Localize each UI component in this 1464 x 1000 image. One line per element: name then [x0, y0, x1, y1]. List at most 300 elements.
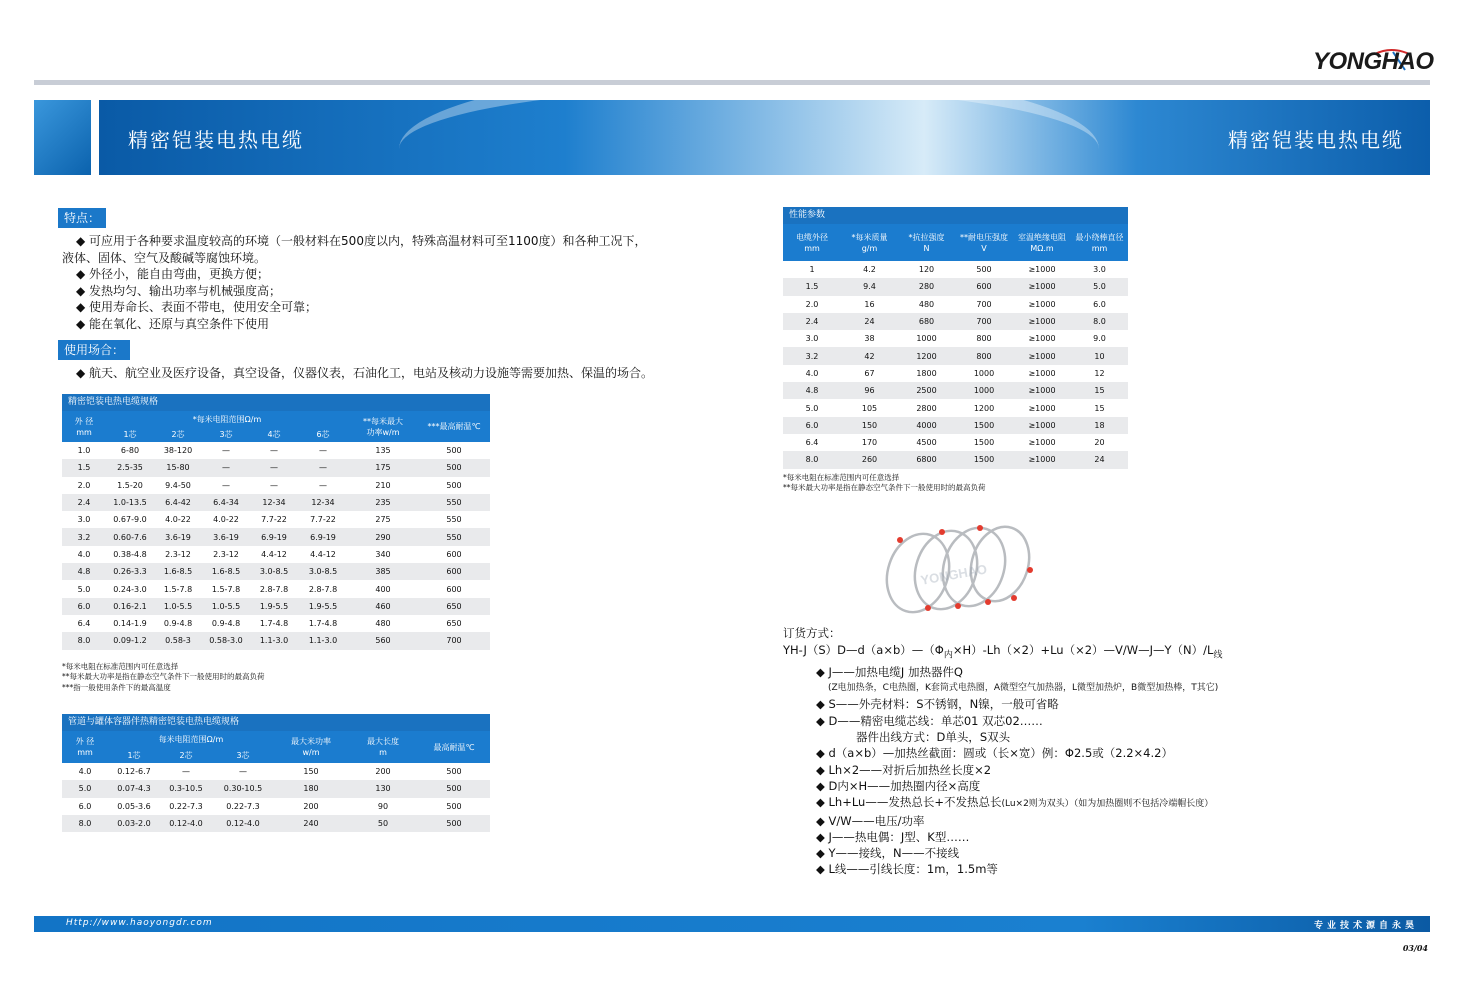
- table-cell: —: [202, 442, 250, 459]
- table-cell: 5.0: [1071, 278, 1128, 295]
- table-cell: ≥1000: [1013, 382, 1071, 399]
- table-cell: 6.4: [783, 434, 841, 451]
- table-cell: 9.4-50: [154, 477, 202, 494]
- table-cell: 8.0: [783, 451, 841, 468]
- table-cell: 8.0: [62, 632, 106, 649]
- table-cell: 7.7-22: [250, 511, 298, 528]
- table-row: [783, 296, 1128, 313]
- table-cell: 2.8-7.8: [298, 580, 348, 597]
- table-cell: 1000: [955, 365, 1013, 382]
- col-header-resistance: 每米电阻范围Ω/m: [108, 731, 274, 747]
- table-cell: 0.12-4.0: [212, 815, 274, 832]
- table-row: [783, 365, 1128, 382]
- table-cell: 0.03-2.0: [108, 815, 160, 832]
- table-cell: 385: [348, 563, 418, 580]
- banner-left-block: [34, 100, 91, 175]
- order-section: [783, 625, 1222, 878]
- table-cell: 3.0-8.5: [250, 563, 298, 580]
- col-header-od: 外 径 mm: [62, 731, 108, 763]
- table-row: [783, 382, 1128, 399]
- col-header-length: 最大长度 m: [348, 731, 418, 763]
- table-cell: 150: [274, 763, 348, 780]
- col-header-temp: 最高耐温℃: [418, 731, 490, 763]
- table-row: [783, 451, 1128, 468]
- footer-bar: [34, 916, 1430, 932]
- table-cell: 3.0: [783, 330, 841, 347]
- table-cell: 0.09-1.2: [106, 632, 154, 649]
- table-row: [62, 815, 490, 832]
- table-cell: 1: [783, 261, 841, 278]
- table-cell: 0.22-7.3: [212, 798, 274, 815]
- note: ***指一般使用条件下的最高温度: [62, 682, 171, 692]
- table-cell: 3.0: [62, 511, 106, 528]
- table-cell: 180: [274, 780, 348, 797]
- table-row: [62, 563, 490, 580]
- table-cell: ≥1000: [1013, 434, 1071, 451]
- table-cell: 460: [348, 598, 418, 615]
- table-cell: 500: [418, 763, 490, 780]
- table-cell: 5.0: [62, 580, 106, 597]
- usage-tag: 使用场合：: [58, 340, 130, 360]
- table-cell: 1.5: [62, 459, 106, 476]
- table-cell: 4.0-22: [154, 511, 202, 528]
- table-cell: 500: [418, 815, 490, 832]
- table-cell: —: [160, 763, 212, 780]
- table-cell: 550: [418, 511, 490, 528]
- table-cell: 10: [1071, 347, 1128, 364]
- table-cell: 2.0: [783, 296, 841, 313]
- table-cell: 90: [348, 798, 418, 815]
- table-caption: 管道与罐体容器伴热精密铠装电热电缆规格: [62, 714, 490, 731]
- table-cell: 4.4-12: [250, 546, 298, 563]
- table-cell: 600: [418, 563, 490, 580]
- table-row: [783, 347, 1128, 364]
- order-item: ◆ d（a×b）—加热丝截面：圆或（长×宽）例：Φ2.5或（2.2×4.2）: [816, 746, 1173, 761]
- table-cell: 1500: [955, 417, 1013, 434]
- table-cell: 0.38-4.8: [106, 546, 154, 563]
- table-cell: —: [250, 459, 298, 476]
- table-row: [62, 598, 490, 615]
- table-cell: 1000: [898, 330, 955, 347]
- table-cell: 400: [348, 580, 418, 597]
- col-header-core: 1芯: [108, 747, 160, 763]
- table-cell: 15-80: [154, 459, 202, 476]
- col-header-core: 3芯: [202, 426, 250, 442]
- table-cell: 16: [841, 296, 898, 313]
- table-cell: ≥1000: [1013, 296, 1071, 313]
- table-cell: 5.0: [62, 780, 108, 797]
- table-row: [783, 330, 1128, 347]
- table-cell: 700: [955, 296, 1013, 313]
- table-cell: 170: [841, 434, 898, 451]
- table-cell: 0.12-6.7: [108, 763, 160, 780]
- table-cell: 500: [418, 477, 490, 494]
- table-cell: 0.58-3.0: [202, 632, 250, 649]
- table-row: [62, 580, 490, 597]
- feature-item: ◆ 可应用于各种要求温度较高的环境（一般材料在500度以内，特殊高温材料可至1100度）和各种工况下，: [76, 234, 647, 248]
- table-cell: 275: [348, 511, 418, 528]
- table-row: [62, 494, 490, 511]
- feature-item: ◆ 外径小，能自由弯曲，更换方便；: [76, 267, 270, 281]
- table-cell: ≥1000: [1013, 417, 1071, 434]
- page-number: 03/04: [1402, 943, 1428, 953]
- table-cell: 600: [418, 580, 490, 597]
- table-cell: 1800: [898, 365, 955, 382]
- table-cell: —: [298, 442, 348, 459]
- features-list: [62, 233, 647, 332]
- table-cell: 4.0: [62, 546, 106, 563]
- order-item: ◆ J——加热电缆J 加热器件Q: [816, 664, 963, 679]
- table-cell: 1.7-4.8: [250, 615, 298, 632]
- features-tag: 特点：: [58, 208, 106, 228]
- table-cell: 550: [418, 528, 490, 545]
- table-cell: 6.0: [783, 417, 841, 434]
- photo-watermark: YONGHAO: [919, 561, 989, 588]
- table-cell: 1000: [955, 382, 1013, 399]
- table-row: [783, 417, 1128, 434]
- table-cell: —: [212, 763, 274, 780]
- col-header-core: 6芯: [298, 426, 348, 442]
- table-caption: 性能参数: [783, 207, 1128, 224]
- table-cell: 18: [1071, 417, 1128, 434]
- table-cell: 8.0: [62, 815, 108, 832]
- cable-coils-photo: [880, 518, 1040, 618]
- formula-sub: 线: [1213, 650, 1223, 661]
- table-cell: 235: [348, 494, 418, 511]
- table-cell: 560: [348, 632, 418, 649]
- table-cell: 6.9-19: [250, 528, 298, 545]
- table-cell: 6.0: [62, 798, 108, 815]
- table-cell: 20: [1071, 434, 1128, 451]
- table-cell: 1.0-5.5: [154, 598, 202, 615]
- table-cell: 2.3-12: [154, 546, 202, 563]
- table-cell: 680: [898, 313, 955, 330]
- table-cell: 1.5-20: [106, 477, 154, 494]
- table-cell: 6800: [898, 451, 955, 468]
- table-cell: 500: [418, 780, 490, 797]
- table-cell: 12: [1071, 365, 1128, 382]
- col-header-power: **每米最大 功率w/m: [348, 411, 418, 442]
- table-cell: 1.0-13.5: [106, 494, 154, 511]
- formula-sub: 内: [943, 650, 953, 661]
- col-header-core: 2芯: [154, 426, 202, 442]
- table-cell: 0.60-7.6: [106, 528, 154, 545]
- table-cell: 340: [348, 546, 418, 563]
- table-cell: 0.07-4.3: [108, 780, 160, 797]
- spec-table-1: [62, 394, 490, 693]
- col-header-resistance: *每米电阻范围Ω/m: [106, 411, 348, 426]
- col-header-od: 外 径 mm: [62, 411, 106, 442]
- order-item: ◆ S——外壳材料：S不锈钢，N镍，一般可省略: [816, 697, 1059, 712]
- table-cell: ≥1000: [1013, 451, 1071, 468]
- table-row: [62, 511, 490, 528]
- table-row: [783, 399, 1128, 416]
- feature-item: 液体、固体、空气及酸碱等腐蚀环境。: [62, 250, 267, 265]
- table-cell: —: [202, 477, 250, 494]
- col-header-core: 1芯: [106, 426, 154, 442]
- table-cell: 500: [418, 459, 490, 476]
- footer-url[interactable]: Http://www.haoyongdr.com: [66, 918, 213, 928]
- table-cell: 12-34: [250, 494, 298, 511]
- table-cell: —: [250, 477, 298, 494]
- formula-text: YH-J（S）D—d（a×b）—（Φ: [783, 643, 944, 658]
- table-cell: 600: [418, 546, 490, 563]
- table-cell: ≥1000: [1013, 347, 1071, 364]
- table-cell: 9.4: [841, 278, 898, 295]
- table-cell: 4.0-22: [202, 511, 250, 528]
- order-title: 订货方式：: [783, 626, 841, 640]
- table-cell: 6.0: [62, 598, 106, 615]
- table-cell: 500: [418, 798, 490, 815]
- table-cell: 600: [955, 278, 1013, 295]
- table-cell: 4.0: [783, 365, 841, 382]
- table-cell: 0.14-1.9: [106, 615, 154, 632]
- col-header: *每米质量 g/m: [841, 224, 898, 261]
- performance-table: [783, 207, 1128, 494]
- table-cell: ≥1000: [1013, 365, 1071, 382]
- table-cell: 0.9-4.8: [154, 615, 202, 632]
- feature-item: ◆ 能在氧化、还原与真空条件下使用: [76, 316, 270, 331]
- table-notes: [62, 662, 490, 694]
- table-row: [783, 261, 1128, 278]
- table-row: [62, 763, 490, 780]
- table-cell: 38: [841, 330, 898, 347]
- spec-table-2: [62, 714, 490, 832]
- table-cell: —: [298, 477, 348, 494]
- table-cell: 6.4-34: [202, 494, 250, 511]
- header-divider: [34, 80, 1430, 85]
- table-row: [783, 434, 1128, 451]
- table-cell: 96: [841, 382, 898, 399]
- table-cell: 500: [955, 261, 1013, 278]
- table-cell: 150: [841, 417, 898, 434]
- table-cell: ≥1000: [1013, 313, 1071, 330]
- table-cell: 2.5-35: [106, 459, 154, 476]
- order-item-note: (Z电加热条，C电热圈，K套筒式电热圈，A微型空气加热器，L微型加热炉，B微型加热棒，T其它): [828, 683, 1219, 694]
- table-cell: 1.0: [62, 442, 106, 459]
- table-cell: 1200: [955, 399, 1013, 416]
- table-cell: 1.9-5.5: [250, 598, 298, 615]
- table-cell: 0.26-3.3: [106, 563, 154, 580]
- table-cell: 2500: [898, 382, 955, 399]
- table-cell: 0.12-4.0: [160, 815, 212, 832]
- table-cell: 6.9-19: [298, 528, 348, 545]
- note: *每米电阻在标准范围内可任意选择: [62, 661, 179, 671]
- table-cell: 800: [955, 347, 1013, 364]
- table-cell: 700: [418, 632, 490, 649]
- order-item: ◆ V/W——电压/功率: [816, 813, 925, 828]
- table-cell: 5.0: [783, 399, 841, 416]
- table-cell: 4.0: [62, 763, 108, 780]
- table-row: [62, 798, 490, 815]
- order-item: ◆ D——精密电缆芯线：单芯01 双芯02……: [816, 713, 1043, 728]
- table-cell: 480: [348, 615, 418, 632]
- table-cell: 0.24-3.0: [106, 580, 154, 597]
- table-cell: 260: [841, 451, 898, 468]
- page-title-right: 精密铠装电热电缆: [1228, 128, 1404, 152]
- table-row: [62, 615, 490, 632]
- table-cell: 15: [1071, 399, 1128, 416]
- table-cell: 0.30-10.5: [212, 780, 274, 797]
- col-header: 室温绝缘电阻 MΩ.m: [1013, 224, 1071, 261]
- table-cell: 650: [418, 615, 490, 632]
- table-cell: 200: [274, 798, 348, 815]
- table-cell: 4.2: [841, 261, 898, 278]
- table-cell: 15: [1071, 382, 1128, 399]
- order-item: ◆ J——热电偶：J型、K型……: [816, 829, 970, 844]
- table-cell: 0.9-4.8: [202, 615, 250, 632]
- table-cell: 6-80: [106, 442, 154, 459]
- col-header-core: 4芯: [250, 426, 298, 442]
- table-caption: 精密铠装电热电缆规格: [62, 394, 490, 411]
- table-cell: 2.4: [783, 313, 841, 330]
- table-cell: 3.6-19: [154, 528, 202, 545]
- table-cell: 0.16-2.1: [106, 598, 154, 615]
- table-cell: 650: [418, 598, 490, 615]
- table-cell: 24: [841, 313, 898, 330]
- table-cell: 200: [348, 763, 418, 780]
- feature-item: ◆ 发热均匀、输出功率与机械强度高；: [76, 283, 282, 298]
- logo-text: YONGHAO: [1313, 48, 1434, 75]
- col-header: **耐电压强度 V: [955, 224, 1013, 261]
- table-cell: 3.6-19: [202, 528, 250, 545]
- table-cell: 0.3-10.5: [160, 780, 212, 797]
- formula-text: ×H）-Lh（×2）+Lu（×2）—V/W—J—Y（N）/L: [952, 643, 1214, 658]
- order-formula: [783, 642, 1222, 664]
- table-cell: 3.0: [1071, 261, 1128, 278]
- col-header: *抗拉强度 N: [898, 224, 955, 261]
- usage-text: ◆ 航天、航空业及医疗设备，真空设备，仪器仪表，石油化工，电站及核动力设施等需要加热、保温的场合。: [76, 366, 654, 380]
- table-cell: 500: [418, 442, 490, 459]
- footer-slogan: 专业技术源自永昊: [1313, 921, 1418, 931]
- table-cell: 290: [348, 528, 418, 545]
- table-cell: 12-34: [298, 494, 348, 511]
- table-cell: 135: [348, 442, 418, 459]
- order-item: 器件出线方式：D单头，S双头: [856, 730, 1011, 745]
- table-cell: 1.1-3.0: [250, 632, 298, 649]
- note: *每米电阻在标准范围内可任意选择: [783, 472, 900, 482]
- note: **每米最大功率是指在静态空气条件下一般使用时的最高负荷: [62, 672, 265, 682]
- table-cell: 1500: [955, 451, 1013, 468]
- table-cell: ≥1000: [1013, 261, 1071, 278]
- table-cell: 130: [348, 780, 418, 797]
- table-cell: 280: [898, 278, 955, 295]
- table-row: [62, 477, 490, 494]
- table-notes: [783, 473, 1128, 494]
- table-cell: ≥1000: [1013, 330, 1071, 347]
- table-row: [783, 278, 1128, 295]
- page-title-left: 精密铠装电热电缆: [128, 128, 304, 152]
- table-cell: 0.58-3: [154, 632, 202, 649]
- table-cell: —: [202, 459, 250, 476]
- table-cell: 50: [348, 815, 418, 832]
- table-cell: 6.0: [1071, 296, 1128, 313]
- table-cell: 0.67-9.0: [106, 511, 154, 528]
- table-cell: 240: [274, 815, 348, 832]
- table-cell: 1.5: [783, 278, 841, 295]
- order-item-note: (Lu×2则为双头）（如为加热圈则不包括冷端帽长度）: [1001, 799, 1214, 810]
- table-cell: 4.4-12: [298, 546, 348, 563]
- table-cell: 0.05-3.6: [108, 798, 160, 815]
- table-cell: 1500: [955, 434, 1013, 451]
- table-cell: 2.8-7.8: [250, 580, 298, 597]
- table-row: [62, 546, 490, 563]
- table-cell: 8.0: [1071, 313, 1128, 330]
- col-header-core: 3芯: [212, 747, 274, 763]
- table-row: [783, 313, 1128, 330]
- table-cell: ≥1000: [1013, 278, 1071, 295]
- table-cell: 67: [841, 365, 898, 382]
- order-item: ◆ Y——接线，N——不接线: [816, 846, 960, 861]
- table-cell: 1.5-7.8: [154, 580, 202, 597]
- table-cell: 2.3-12: [202, 546, 250, 563]
- col-header: 最小绕棒直径 mm: [1071, 224, 1128, 261]
- table-cell: 3.0-8.5: [298, 563, 348, 580]
- table-row: [62, 459, 490, 476]
- table-cell: —: [250, 442, 298, 459]
- table-cell: 3.2: [783, 347, 841, 364]
- order-item: ◆ D内×H——加热圈内径×高度: [816, 778, 981, 793]
- col-header-temp: ***最高耐温℃: [418, 411, 490, 442]
- table-cell: 210: [348, 477, 418, 494]
- table-row: [62, 442, 490, 459]
- table-cell: 4.8: [62, 563, 106, 580]
- table-cell: 4.8: [783, 382, 841, 399]
- table-cell: 4500: [898, 434, 955, 451]
- table-cell: 2.0: [62, 477, 106, 494]
- cable-coils-icon: [880, 518, 1040, 618]
- table-cell: 1.5-7.8: [202, 580, 250, 597]
- table-cell: 2.4: [62, 494, 106, 511]
- table-cell: 480: [898, 296, 955, 313]
- table-cell: 4000: [898, 417, 955, 434]
- table-row: [62, 780, 490, 797]
- order-item: ◆ Lh+Lu——发热总长+不发热总长(Lu×2则为双头）（如为加热圈则不包括冷端帽长度）: [816, 795, 1214, 810]
- table-cell: 1.0-5.5: [202, 598, 250, 615]
- table-cell: 1.6-8.5: [202, 563, 250, 580]
- table-cell: 1200: [898, 347, 955, 364]
- table-cell: 1.1-3.0: [298, 632, 348, 649]
- table-cell: 1.6-8.5: [154, 563, 202, 580]
- feature-item: ◆ 使用寿命长、表面不带电，使用安全可靠；: [76, 300, 318, 314]
- order-item: ◆ Lh×2——对折后加热丝长度×2: [816, 762, 992, 777]
- table-cell: 6.4-42: [154, 494, 202, 511]
- table-cell: 3.2: [62, 528, 106, 545]
- table-cell: 2800: [898, 399, 955, 416]
- col-header: 电缆外径 mm: [783, 224, 841, 261]
- table-cell: 42: [841, 347, 898, 364]
- table-cell: ≥1000: [1013, 399, 1071, 416]
- brand-logo: [1313, 48, 1433, 78]
- table-cell: 7.7-22: [298, 511, 348, 528]
- table-row: [62, 632, 490, 649]
- table-cell: 38-120: [154, 442, 202, 459]
- table-cell: 800: [955, 330, 1013, 347]
- table-cell: 105: [841, 399, 898, 416]
- table-cell: 1.9-5.5: [298, 598, 348, 615]
- table-cell: 120: [898, 261, 955, 278]
- table-cell: 24: [1071, 451, 1128, 468]
- table-cell: 550: [418, 494, 490, 511]
- table-cell: 0.22-7.3: [160, 798, 212, 815]
- table-cell: 1.7-4.8: [298, 615, 348, 632]
- table-cell: 175: [348, 459, 418, 476]
- table-cell: 9.0: [1071, 330, 1128, 347]
- table-cell: 700: [955, 313, 1013, 330]
- col-header-power: 最大米功率 w/m: [274, 731, 348, 763]
- col-header-core: 2芯: [160, 747, 212, 763]
- note: **每米最大功率是指在静态空气条件下一般使用时的最高负荷: [783, 483, 986, 493]
